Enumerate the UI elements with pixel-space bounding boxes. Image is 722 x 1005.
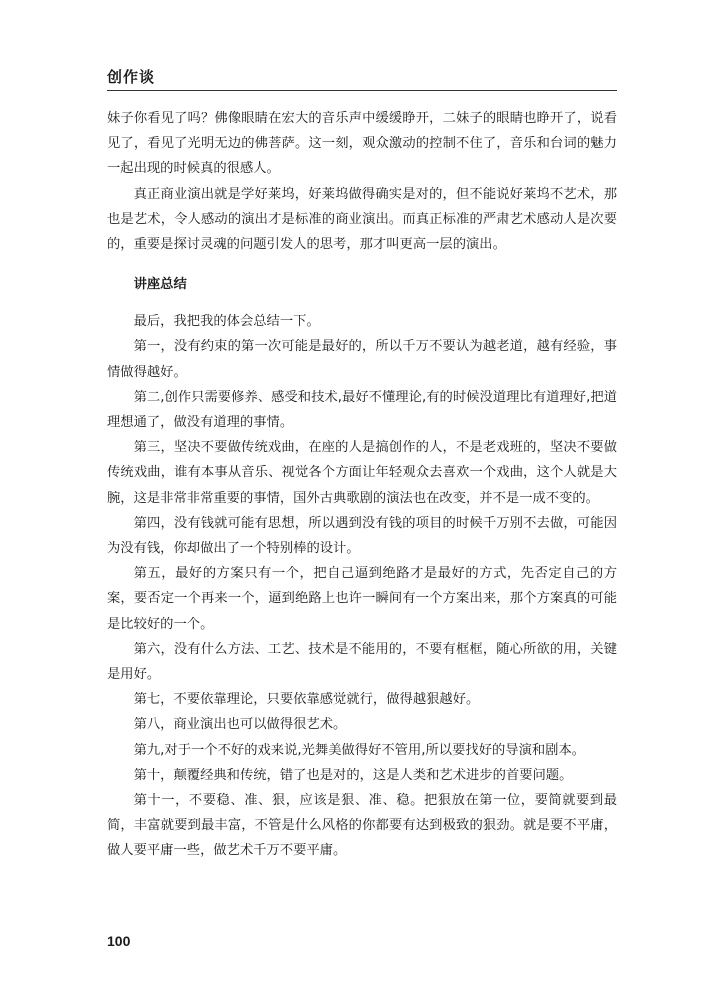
- body-paragraph: 第七，不要依靠理论，只要依靠感觉就行，做得越狠越好。: [133, 692, 480, 708]
- body-paragraph: 第六，没有什么方法、工艺、技术是不能用的，不要有框框，随心所欲的用，关键是用好。: [107, 641, 617, 683]
- body-paragraph: 第一，没有约束的第一次可能是最好的，所以千万不要认为越老道，越有经验，事情做得越好。: [107, 339, 617, 380]
- body-paragraph: 第四，没有钱就可能有思想，所以遇到没有钱的项目的时候千万别不去做，可能因为没有钱，你却做出了一个特别棒的设计。: [107, 515, 617, 557]
- body-paragraph: 第十，颠覆经典和传统，错了也是对的，这是人类和艺术进步的首要问题。: [133, 767, 573, 783]
- body-paragraph: 第五，最好的方案只有一个，把自己逼到绝路才是最好的方式，先否定自己的方案，要否定一个再来一个，逼到绝路上也许一瞬间有一个方案出来，那个方案真的可能是比较好的一个。: [107, 566, 617, 632]
- page-number: 100: [107, 933, 131, 949]
- body-paragraph: 第十一，不要稳、准、狠，应该是狠、准、稳。把狠放在第一位，要简就要到最简，丰富就要到最丰富，不管是什么风格的你都要有达到极致的狠劲。就是要不平庸，做人要平庸一些，做艺术千万不要平庸。: [107, 793, 617, 859]
- body-paragraph: 第三，坚决不要做传统戏曲，在座的人是搞创作的人，不是老戏班的，坚决不要做传统戏曲，谁有本事从音乐、视觉各个方面让年轻观众去喜欢一个戏曲，这个人就是大腕，这是非常非常重要的事情，国外古典歌剧的演法也在改变，并不是一成不变的。: [107, 440, 617, 506]
- section-heading: 讲座总结: [133, 277, 187, 293]
- body-paragraph: 真正商业演出就是学好莱坞，好莱坞做得确实是对的，但不能说好莱坞不艺术，那也是艺术，令人感动的演出才是标准的商业演出。而真正标准的严肃艺术感动人是次要的，重要是探讨灵魂的问题引发人的思考，那才叫更高一层的演出。: [107, 186, 617, 253]
- body-paragraph: 第九,对于一个不好的戏来说,光舞美做得好不管用,所以要找好的导演和剧本。: [133, 742, 586, 758]
- page-body: [107, 106, 617, 864]
- running-title: 创作谈: [107, 68, 156, 86]
- body-paragraph: 第八，商业演出也可以做得很艺术。: [133, 717, 347, 733]
- header-rule: [107, 90, 617, 91]
- body-paragraph: 第二,创作只需要修养、感受和技术,最好不懂理论,有的时候没道理比有道理好,把道理想通了，做没有道理的事情。: [107, 389, 617, 431]
- body-paragraph: 妹子你看见了吗？佛像眼睛在宏大的音乐声中缓缓睁开，二妹子的眼睛也睁开了，说看见了，看见了光明无边的佛菩萨。这一刻，观众激动的控制不住了，音乐和台词的魅力一起出现的时候真的很感人。: [107, 111, 617, 177]
- body-paragraph: 最后，我把我的体会总结一下。: [133, 314, 320, 330]
